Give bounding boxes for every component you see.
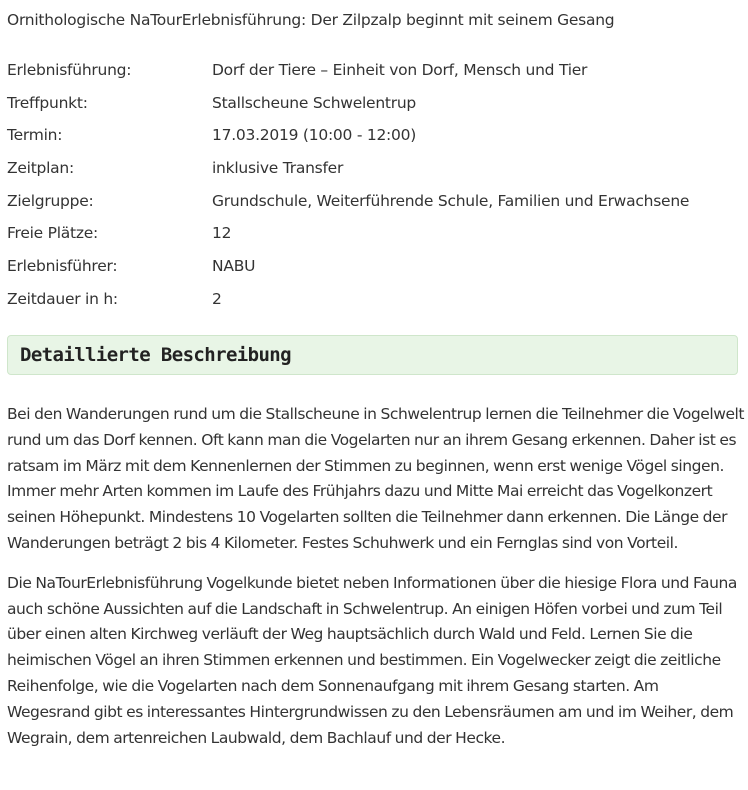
description [7, 402, 745, 765]
detail-label: Zeitdauer in h: [7, 289, 118, 308]
detail-value: Stallscheune Schwelentrup [212, 93, 417, 112]
detail-row-erlebnisfuehrung [7, 57, 742, 90]
page-title: Ornithologische NaTourErlebnisführung: Der Zilpzalp beginnt mit seinem Gesang [7, 11, 615, 29]
detail-value: 17.03.2019 (10:00 - 12:00) [212, 126, 417, 145]
detail-value: NABU [212, 257, 256, 276]
detail-value: Grundschule, Weiterführende Schule, Familien und Erwachsene [212, 191, 690, 210]
description-paragraph-1: Bei den Wanderungen rund um die Stallscheune in Schwelentrup lernen die Teilnehmer die Vogelwelt rund um das Dorf kennen. Oft kann man die Vogelarten nur an ihrem Gesang erkennen. Daher ist es ratsam im März mit dem Kennenlernen der Stimmen zu beginnen, wenn erst wenige Vögel singen. Immer mehr Arten kommen im Laufe des Frühjahrs dazu und Mitte Mai erreicht das Vogelkonzert seinen Höhepunkt. Mindestens 10 Vogelarten sollten die Teilnehmer dann erkennen. Die Länge der Wanderungen beträgt 2 bis 4 Kilometer. Festes Schuhwerk und ein Fernglas sind von Vorteil. [7, 405, 745, 552]
detail-row-zeitdauer [7, 286, 742, 319]
detail-label: Erlebnisführung: [7, 61, 132, 79]
details-table [7, 57, 742, 319]
detail-label: Zielgruppe: [7, 191, 94, 210]
detail-label: Erlebnisführer: [7, 257, 118, 276]
detail-row-zielgruppe [7, 188, 742, 221]
detail-label: Treffpunkt: [7, 93, 88, 112]
detail-row-erlebnisfuehrer [7, 253, 742, 286]
detail-value: 12 [212, 224, 232, 243]
detail-row-zeitplan [7, 155, 742, 188]
detail-row-treffpunkt [7, 90, 742, 123]
detail-label: Freie Plätze: [7, 224, 98, 243]
description-paragraph-2: Die NaTourErlebnisführung Vogelkunde bietet neben Informationen über die hiesige Flora und Fauna auch schöne Aussichten auf die Landschaft in Schwelentrup. An einigen Höfen vorbei und zum Teil über einen alten Kirchweg verläuft der Weg hauptsächlich durch Wald und Feld. Lernen Sie die heimischen Vögel an ihren Stimmen erkennen und bestimmen. Ein Vogelwecker zeigt die zeitliche Reihenfolge, wie die Vogelarten nach dem Sonnenaufgang mit ihrem Gesang starten. Am Wegesrand gibt es interessantes Hintergrundwissen zu den Lebensräumen am und im Weiher, dem Wegrain, dem artenreichen Laubwald, dem Bachlauf und der Hecke. [7, 573, 737, 747]
section-header-box [7, 335, 738, 375]
detail-label: Termin: [7, 126, 63, 145]
section-heading: Detaillierte Beschreibung [20, 344, 291, 366]
detail-value: 2 [212, 289, 222, 308]
detail-value: inklusive Transfer [212, 159, 344, 178]
detail-row-freie-plaetze [7, 220, 742, 253]
detail-label: Zeitplan: [7, 159, 74, 178]
detail-row-termin [7, 122, 742, 155]
detail-value: Dorf der Tiere – Einheit von Dorf, Mensch und Tier [212, 61, 588, 79]
